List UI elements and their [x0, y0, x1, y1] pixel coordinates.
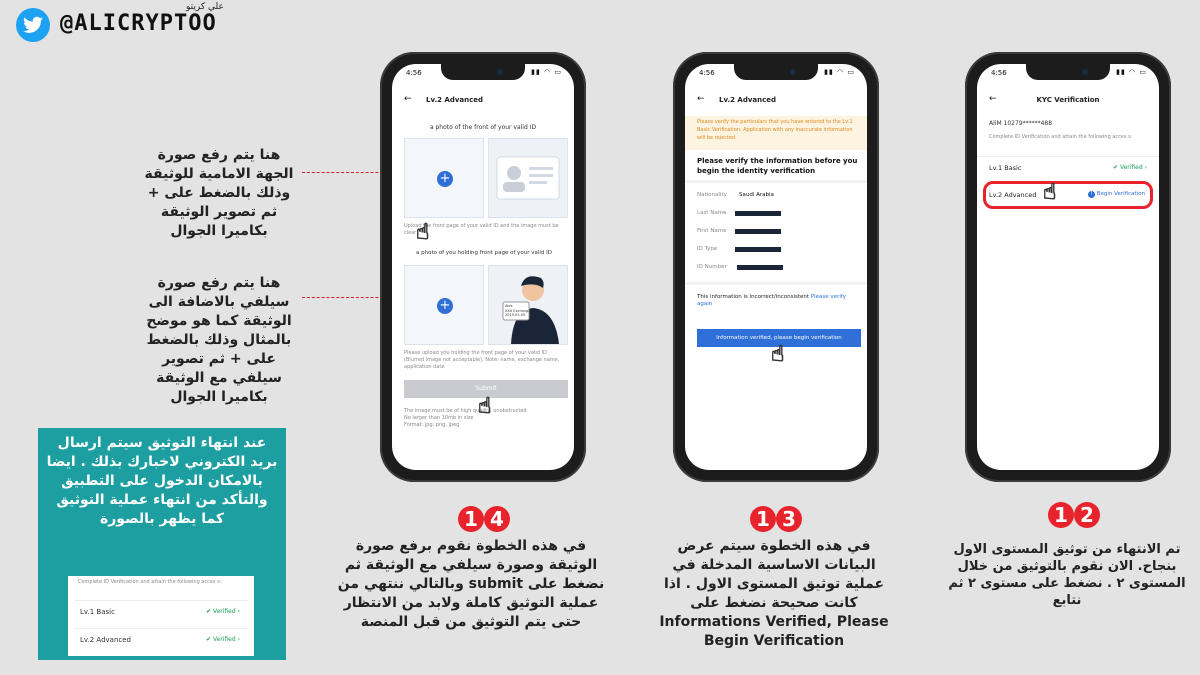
completion-note-text: عند انتهاء التوثيق سيتم ارسال بريد الكتروني لاخبارك بذلك . ايضا بالامكان الدخول على التطبيق والتأكد من انتهاء عملية التوثيق كما يظهر بالصورة	[46, 435, 278, 527]
incorrect-info-note	[697, 294, 861, 308]
incorrect-text: This information is incorrect/inconsistent	[697, 294, 810, 300]
status-bar	[977, 68, 1159, 82]
lv1-verified-text: Verified	[1119, 164, 1143, 171]
step-12-number	[1048, 502, 1100, 528]
redacted-value	[735, 229, 781, 234]
back-arrow-icon[interactable]: ←	[697, 94, 705, 104]
step-13-number	[750, 506, 802, 532]
pointing-hand-icon: ☝	[771, 342, 785, 367]
phone-step-14	[380, 52, 586, 482]
phone-step-12	[965, 52, 1171, 482]
field-value-nationality: Saudi Arabia	[739, 192, 774, 198]
step-digit: 2	[1074, 502, 1100, 528]
twitter-logo	[16, 8, 50, 42]
divider	[977, 156, 1159, 157]
inset-row-lv2	[74, 628, 248, 650]
field-label: First Name	[697, 228, 727, 234]
submit-button[interactable]: Submit	[404, 380, 568, 398]
phone1-header	[392, 92, 574, 112]
step-digit: 4	[484, 506, 510, 532]
phone2-screen	[685, 64, 867, 470]
redacted-value	[735, 211, 781, 216]
info-icon: !	[1088, 191, 1095, 198]
front-photo-label: a photo of the front of your valid ID	[429, 124, 537, 131]
selfie-label: a photo of you holding front page of your valid ID	[416, 250, 553, 256]
inset-row-lv1	[74, 600, 248, 622]
example-card-text: Alex XXX Exchange 2019.03.05	[505, 304, 531, 317]
account-id: AliM 10279******488	[989, 120, 1053, 127]
signal-wifi-battery-icon: ▮▮ ◠ ▭	[824, 68, 855, 76]
field-label: Nationality	[697, 192, 727, 198]
callout-selfie: هنا يتم رفع صورة سيلفي بالاضافة الى الوثيقة كما هو موضح بالمثال وذلك بالضغط على + ثم تصوير سيلفي مع الوثيقة بكاميرا الجوال	[146, 275, 292, 405]
status-bar	[685, 68, 867, 82]
front-example-image	[488, 138, 568, 218]
phone2-title: Lv.2 Advanced	[719, 96, 777, 104]
author-name: علي كريتو	[186, 2, 224, 12]
lv1-verified-status[interactable]: ✔ Verified ›	[1113, 164, 1147, 171]
phone2-header	[685, 92, 867, 112]
rule-item: The image must be of high quality, unobstructed	[404, 408, 527, 414]
selfie-example-image	[488, 265, 568, 345]
step-digit: 1	[458, 506, 484, 532]
information-verified-button[interactable]: Information verified, please begin verification	[697, 329, 861, 347]
step-digit: 1	[1048, 502, 1074, 528]
rule-item: Format: jpg, png, jpeg	[404, 422, 460, 428]
step-14-number	[458, 506, 510, 532]
field-label: Last Name	[697, 210, 727, 216]
lv2-advanced-label[interactable]: Lv.2 Advanced	[989, 191, 1037, 199]
kyc-status-inset	[68, 576, 254, 656]
add-front-photo-icon[interactable]: +	[437, 171, 453, 187]
front-photo-hint: Upload the front page of your valid ID and the image must be clear	[404, 223, 559, 236]
back-arrow-icon[interactable]: ←	[989, 94, 997, 104]
pointing-hand-icon: ☝	[478, 394, 492, 419]
field-label: ID Number	[697, 264, 727, 270]
inset-lv2-status: ✔ Verified ›	[206, 636, 240, 643]
verify-again-link[interactable]: Please verify again	[697, 294, 846, 307]
status-bar	[392, 68, 574, 82]
pointing-hand-icon: ☝	[1043, 180, 1057, 205]
divider	[685, 282, 867, 285]
step-12-text: تم الانتهاء من توثيق المستوى الاول بنجاح. الان نقوم بالتوثيق من خلال المستوى ٢ . نضغط على مستوى ٢ ثم نتابع	[948, 542, 1186, 608]
status-time: 4:56	[991, 69, 1007, 77]
phone-step-13	[673, 52, 879, 482]
inset-lv2-status-text: Verified	[212, 636, 236, 643]
divider	[685, 180, 867, 183]
signal-wifi-battery-icon: ▮▮ ◠ ▭	[531, 68, 562, 76]
inset-lv2-label: Lv.2 Advanced	[80, 636, 131, 644]
redacted-value	[735, 247, 781, 252]
inset-lv1-status-text: Verified	[212, 608, 236, 615]
add-selfie-photo-icon[interactable]: +	[437, 298, 453, 314]
warning-banner: Please verify the particulars that you have entered to the Lv.1 Basic Verification. Application with any inaccurate information will be rejected.	[685, 116, 867, 150]
step-13-text: في هذه الخطوة سيتم عرض البيانات الاساسية المدخلة في عملية توثيق المستوى الاول . اذا كانت صحيحة نضغط على Informations Verified, Please Begin Verification	[659, 538, 889, 649]
selfie-hint: Please upload you holding the front page of your valid ID (Blurred image not acceptable). Note: name, exchange name, application date	[404, 350, 560, 370]
twitter-bird-icon	[23, 16, 43, 34]
pointing-hand-icon: ☝	[416, 220, 430, 245]
status-time: 4:56	[406, 69, 422, 77]
field-label: ID Type	[697, 246, 718, 252]
phone1-title: Lv.2 Advanced	[426, 96, 484, 104]
twitter-handle: @ALICRYPTOO	[60, 11, 217, 36]
redacted-value	[737, 265, 783, 270]
kyc-description: Complete ID Verification and attain the following acces s:	[989, 134, 1133, 140]
id-card-example-icon	[489, 139, 567, 217]
completion-note-box	[38, 428, 286, 660]
step-digit: 1	[750, 506, 776, 532]
phone3-header	[977, 92, 1159, 112]
begin-verification-link[interactable]	[1088, 191, 1145, 198]
inset-lv1-status: ✔ Verified ›	[206, 608, 240, 615]
back-arrow-icon[interactable]: ←	[404, 94, 412, 104]
inset-description: Complete ID Verification and attain the following acces s:	[78, 579, 222, 585]
phone3-title: KYC Verification	[1036, 96, 1100, 104]
lv1-basic-label: Lv.1 Basic	[989, 164, 1022, 172]
callout-front-photo: هنا يتم رفع صورة الجهة الامامية للوثيقة وذلك بالضغط على + ثم تصوير الوثيقة بكاميرا الجوال	[144, 147, 294, 239]
step-14-text: في هذه الخطوة نقوم برفع صورة الوثيقة وصورة سيلفي مع الوثيقة ثم نضغط على submit وبالتالي ننتهي من عملية التوثيق كاملة ولابد من الانتظار حتى يتم التوثيق من قبل المنصة	[337, 538, 605, 630]
verify-heading: Please verify the information before you begin the identity verification	[697, 157, 858, 175]
begin-verification-text: Begin Verification	[1096, 191, 1145, 197]
signal-wifi-battery-icon: ▮▮ ◠ ▭	[1116, 68, 1147, 76]
phone3-screen	[977, 64, 1159, 470]
step-digit: 3	[776, 506, 802, 532]
rule-item: No larger than 10mb in size	[404, 415, 474, 421]
selfie-upload-tile[interactable]	[404, 265, 484, 345]
front-upload-tile[interactable]	[404, 138, 484, 218]
inset-lv1-label: Lv.1 Basic	[80, 608, 115, 616]
status-time: 4:56	[699, 69, 715, 77]
